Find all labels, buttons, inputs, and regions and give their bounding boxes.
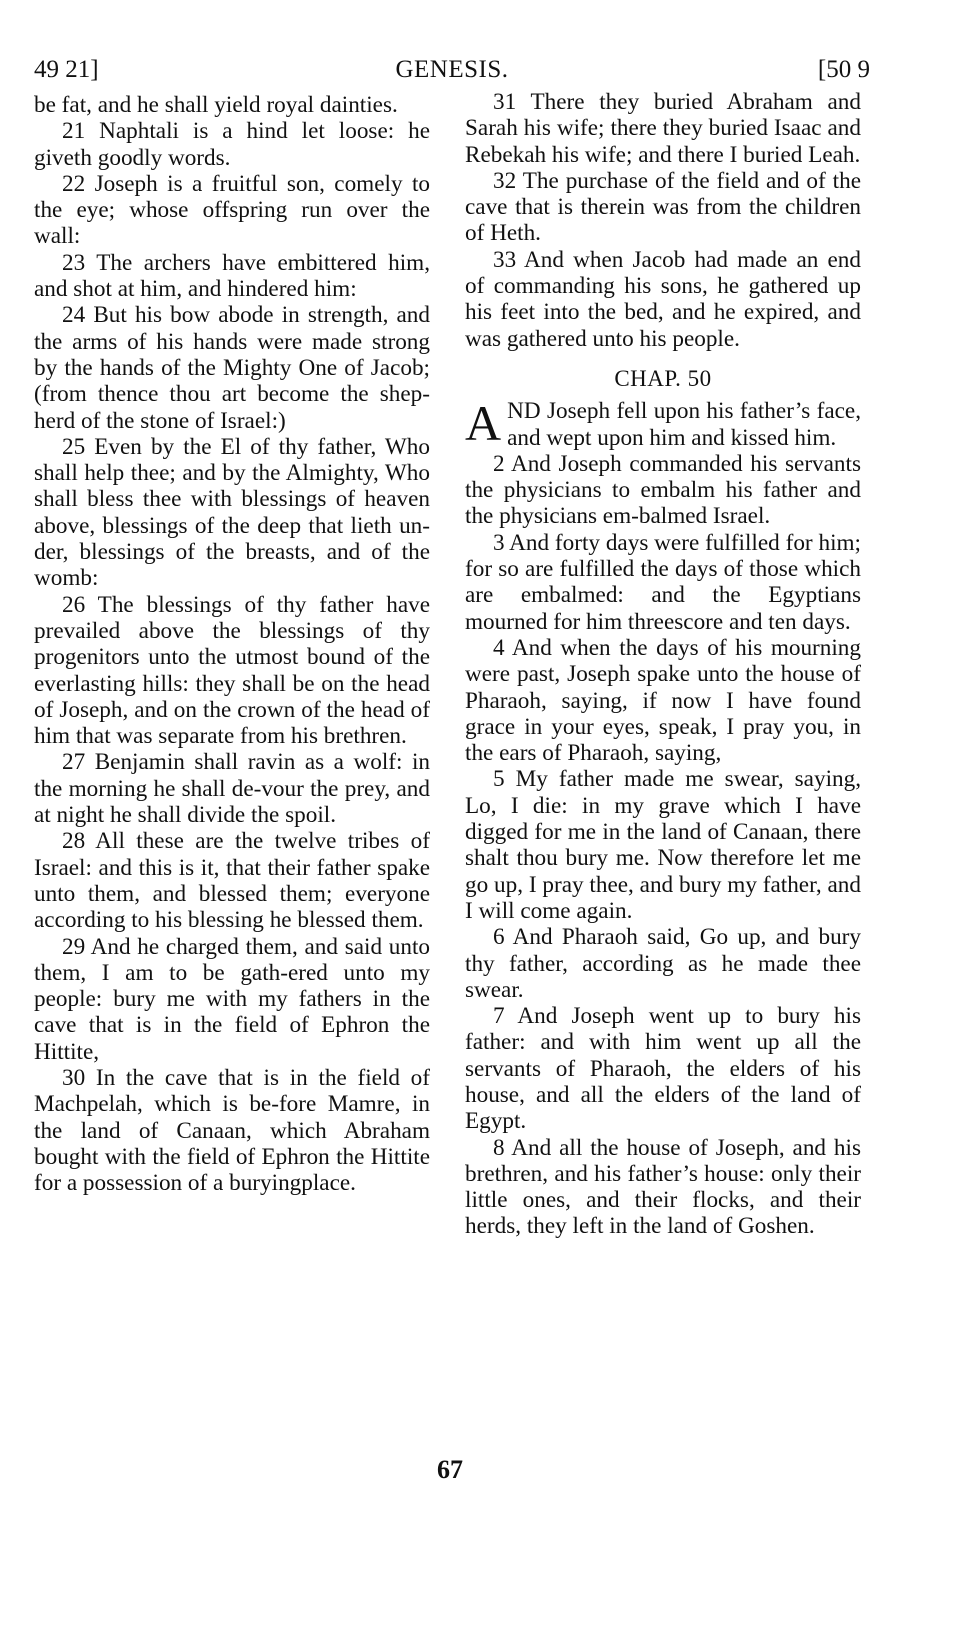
chapter-heading: CHAP. 50 [614,365,712,391]
header-right-reference: [50 9 [817,56,870,83]
chapter-first-verse-text: ND Joseph fell upon his father’s face, and wept upon him and kissed him. [507,398,861,451]
verse: 32 The purchase of the field and of the cave that is therein was from the children of Heth. [465,167,861,247]
verse-continuation: be fat, and he shall yield royal dainties. [34,92,398,118]
right-column [465,89,861,1240]
verse: 28 All these are the twelve tribes of Israel: and this is it, that their father spake unto them, and blessed them; everyone according to his blessing he blessed them. [34,828,430,934]
left-column [34,92,430,1196]
verse: 31 There they buried Abraham and Sarah his wife; there they buried Isaac and Rebekah his wife; and there I buried Leah. [465,89,861,168]
verse: 26 The blessings of thy father have prevailed above the blessings of thy progenitors unto the utmost bound of the everlasting hills: they shall be on the head of Joseph, and on the crown of the head of him that was separate from his brethren. [34,591,430,750]
verse: 21 Naphtali is a hind let loose: he giveth goodly words. [34,118,430,171]
header-left-reference: 49 21] [34,56,99,83]
header-book-title: GENESIS. [395,56,509,83]
verse: 22 Joseph is a fruitful son, comely to the eye; whose offspring run over the wall: [34,170,430,250]
verse: 33 And when Jacob had made an end of commanding his sons, he gathered up his feet into the bed, and he expired, and was gathered unto his people. [465,246,861,352]
page-number: 67 [437,1455,463,1484]
verse: 5 My father made me swear, saying, Lo, I die: in my grave which I have digged for me in the land of Canaan, there shalt thou bury me. Now therefore let me go up, I pray thee, and bury my father, and I will come again. [465,766,861,924]
running-header [34,50,870,90]
verse: 2 And Joseph commanded his servants the physicians to embalm his father and the physicians em-balmed Israel. [465,450,861,530]
verse: 24 But his bow abode in strength, and the arms of his hands were made strong by the hands of the Mighty One of Jacob; (from thence thou art become the shep-herd of the stone of Israel:) [34,302,430,434]
verse: 23 The archers have embittered him, and shot at him, and hindered him: [34,249,430,303]
verse: 25 Even by the El of thy father, Who shall help thee; and by the Almighty, Who shall bless thee with blessings of heaven above, blessings of the deep that lieth un-der, blessings of the breasts, and of the womb: [34,433,430,592]
chapter-first-verse [465,395,861,452]
verse: 8 And all the house of Joseph, and his brethren, and his father’s house: only their little ones, and their flocks, and their herds, they left in the land of Goshen. [465,1134,861,1240]
verse: 6 And Pharaoh said, Go up, and bury thy father, according as he made thee swear. [465,924,861,1003]
verse: 27 Benjamin shall ravin as a wolf: in the morning he shall de-vour the prey, and at night he shall divide the spoil. [34,749,430,829]
verse: 3 And forty days were fulfilled for him; for so are fulfilled the days of those which are embalmed: and the Egyptians mourned for him threescore and ten days. [465,529,861,635]
verse: 30 In the cave that is in the field of Machpelah, which is be-fore Mamre, in the land of Canaan, which Abraham bought with the field of Ephron the Hittite for a possession of a buryingplace. [34,1064,430,1197]
verse: 7 And Joseph went up to bury his father: and with him went up all the servants of Pharaoh, the elders of his house, and all the elders of the land of Egypt. [465,1003,861,1135]
verse: 29 And he charged them, and said unto them, I am to be gath-ered unto my people: bury me with my fathers in the cave that is in the field of Ephron the Hittite, [34,933,430,1065]
verse: 4 And when the days of his mourning were past, Joseph spake unto the house of Pharaoh, saying, if now I have found grace in your eyes, speak, I pray you, in the ears of Pharaoh, saying, [465,634,861,767]
drop-cap-letter: A [465,395,502,452]
